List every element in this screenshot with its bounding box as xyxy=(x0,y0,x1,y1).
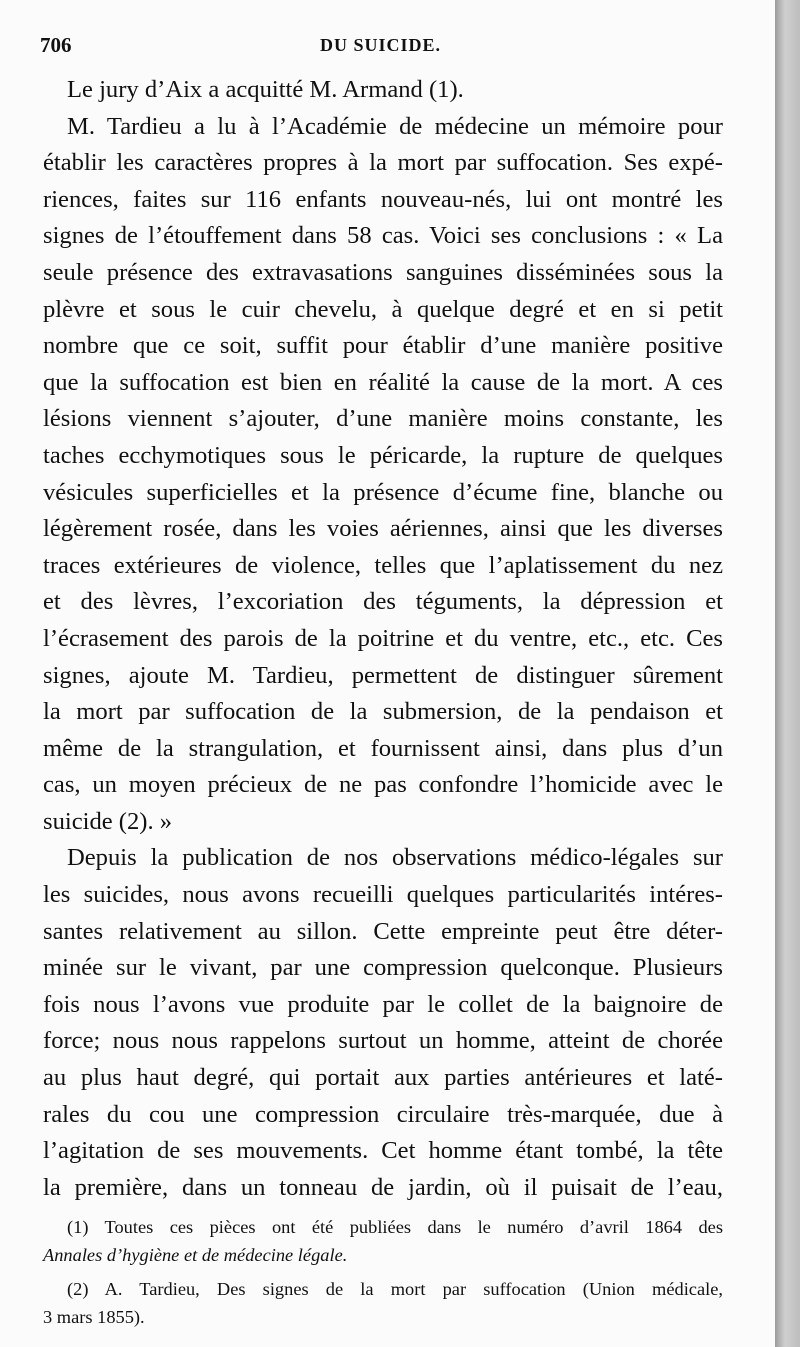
text-line: la mort par suffocation de la submersion, de la pendaison et xyxy=(43,698,723,726)
text-line: riences, faites sur 116 enfants nouveau-nés, lui ont montré les xyxy=(43,185,723,213)
text-line: santes relativement au sillon. Cette empreinte peut être déter- xyxy=(43,917,723,945)
text-line: traces extérieures de violence, telles que l’aplatissement du nez xyxy=(43,551,723,579)
text-line: taches ecchymotiques sous le péricarde, la rupture de quelques xyxy=(43,441,723,469)
text-line: établir les caractères propres à la mort par suffocation. Ses expé- xyxy=(43,149,723,177)
page-number: 706 xyxy=(40,33,72,57)
text-line: minée sur le vivant, par une compression quelconque. Plusieurs xyxy=(43,954,723,982)
text-line: vésicules superficielles et la présence d’écume fine, blanche ou xyxy=(43,478,723,506)
text-line: lésions viennent s’ajouter, d’une manière moins constante, les xyxy=(43,405,723,433)
text-line: seule présence des extravasations sanguines disséminées sous la xyxy=(43,258,723,286)
footnote-1-citation: Annales d’hygiène et de médecine légale. xyxy=(43,1245,348,1265)
text-line: cas, un moyen précieux de ne pas confondre l’homicide avec le xyxy=(43,771,723,799)
text-line: signes de l’étouffement dans 58 cas. Voici ses conclusions : « La xyxy=(43,222,723,250)
page-edge-shadow xyxy=(775,0,800,1347)
text-line: l’écrasement des parois de la poitrine et du ventre, etc., etc. Ces xyxy=(43,624,723,652)
text-line: les suicides, nous avons recueilli quelques particularités intéres- xyxy=(43,881,723,909)
text-line: la première, dans un tonneau de jardin, où il puisait de l’eau, xyxy=(43,1173,723,1201)
text-line: même de la strangulation, et fournissent ainsi, dans plus d’un xyxy=(43,734,723,762)
text-line: plèvre et sous le cuir chevelu, à quelque degré et en si petit xyxy=(43,295,723,323)
text-line: au plus haut degré, qui portait aux parties antérieures et laté- xyxy=(43,1064,723,1092)
footnotes xyxy=(43,1213,723,1331)
text-line: rales du cou une compression circulaire très-marquée, due à xyxy=(43,1100,723,1128)
page-header xyxy=(40,33,730,63)
text-line: Le jury d’Aix a acquitté M. Armand (1). xyxy=(67,76,464,103)
text-line: Depuis la publication de nos observations médico-légales sur xyxy=(67,844,723,872)
footnote-1-line xyxy=(43,1241,723,1269)
footnote-1-line: (1) Toutes ces pièces ont été publiées dans le numéro d’avril 1864 des xyxy=(67,1217,723,1237)
text-line: que la suffocation est bien en réalité la cause de la mort. A ces xyxy=(43,368,723,396)
footnote-2-line: (2) A. Tardieu, Des signes de la mort par suffocation (Union médicale, xyxy=(67,1279,723,1299)
footnote-2-line: 3 mars 1855). xyxy=(43,1307,145,1327)
text-line: signes, ajoute M. Tardieu, permettent de distinguer sûrement xyxy=(43,661,723,689)
text-line: suicide (2). » xyxy=(43,807,173,835)
text-line: et des lèvres, l’excoriation des téguments, la dépression et xyxy=(43,588,723,616)
text-line: fois nous l’avons vue produite par le collet de la baignoire de xyxy=(43,990,723,1018)
text-line: force; nous nous rappelons surtout un homme, atteint de chorée xyxy=(43,1027,723,1055)
text-line: l’agitation de ses mouvements. Cet homme étant tombé, la tête xyxy=(43,1137,723,1165)
text-line: M. Tardieu a lu à l’Académie de médecine un mémoire pour xyxy=(67,112,723,140)
running-title: DU SUICIDE. xyxy=(320,35,442,55)
text-line: nombre que ce soit, suffit pour établir d’une manière positive xyxy=(43,332,723,360)
body-text xyxy=(43,72,723,1206)
text-line: légèrement rosée, dans les voies aériennes, ainsi que les diverses xyxy=(43,515,723,543)
